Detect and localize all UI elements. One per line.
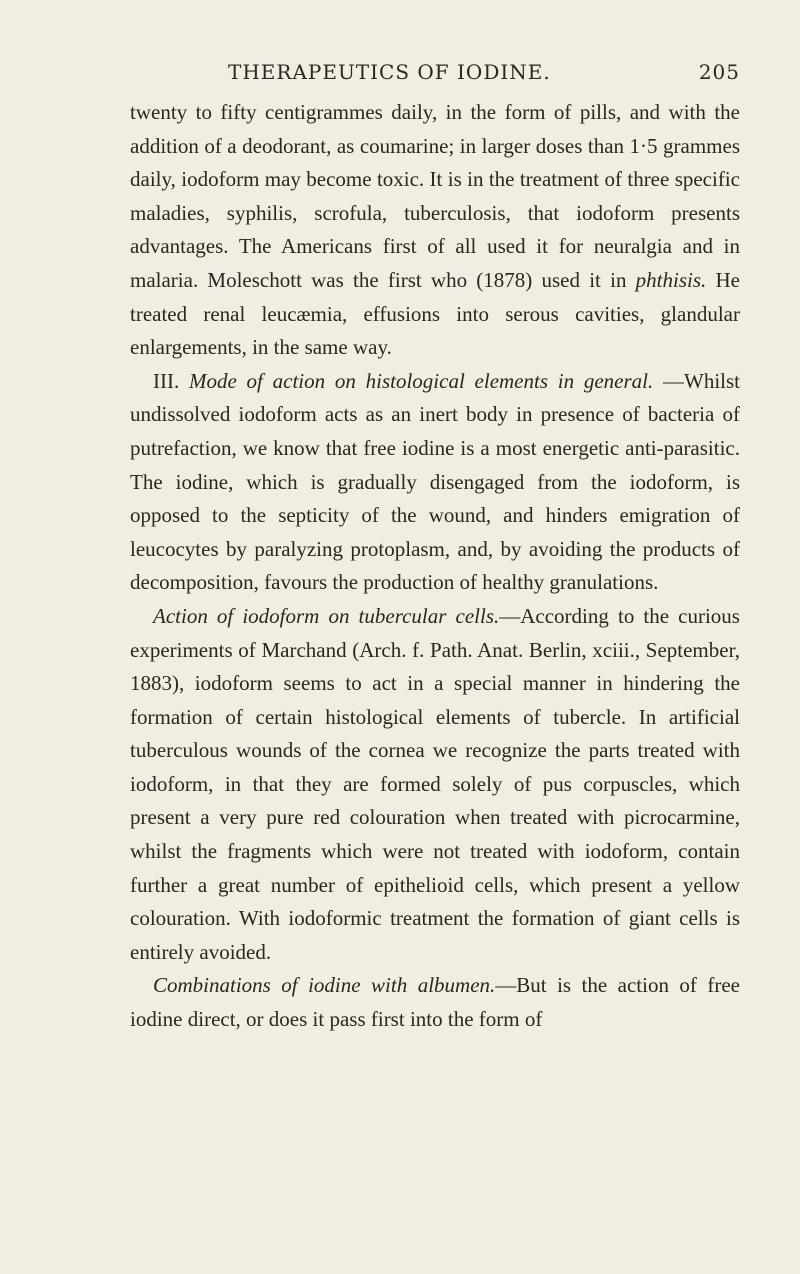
paragraph-1-text: twenty to fifty centigrammes daily, in the form of pills, and with the addition of a deodorant, as coumarine; in larger doses than 1·5 grammes daily, iodoform may become toxic. It is in the treatment of three specific maladies, syphilis, scrofula, tuberculosis, that iodoform presents advantages. The Americans first of all used it for neuralgia and in malaria. Moleschott was the first who (1878) used it in xyxy=(130,100,740,292)
page-number: 205 xyxy=(698,60,740,84)
paragraph-tubercular-cells xyxy=(130,600,740,970)
paragraph-2-lead: III. xyxy=(153,368,189,393)
paragraph-phthisis xyxy=(130,96,740,365)
paragraph-3-heading: Action of iodoform on tubercular cells. xyxy=(153,603,500,628)
paragraph-1-italic: phthisis. xyxy=(635,267,707,292)
paragraph-mode-of-action xyxy=(130,365,740,600)
paragraph-3-text: —According to the curious experiments of Marchand (Arch. f. Path. Anat. Berlin, xciii., September, 1883), iodoform seems to act in a special manner in hindering the formation of certain histological elements of tubercle. In artificial tuberculous wounds of the cornea we recognize the parts treated with iodoform, in that they are formed solely of pus corpuscles, which present a very pure red colouration when treated with picrocarmine, whilst the fragments which were not treated with iodoform, contain further a great number of epithelioid cells, which present a yellow colouration. With iodoformic treatment the formation of giant cells is entirely avoided. xyxy=(130,603,740,964)
running-head xyxy=(130,56,740,96)
paragraph-4-heading: Combinations of iodine with albumen. xyxy=(153,973,496,998)
paragraph-1-text-continued: He treated renal leucæmia, effusions into serous cavities, glandular enlargements, in the same way. xyxy=(130,267,740,360)
paragraph-4-text: —But is the action of free iodine direct, or does it pass first into the form of xyxy=(130,973,741,1032)
paragraph-2-heading: Mode of action on histological elements in general. xyxy=(188,368,654,393)
paragraph-2-text: —Whilst undissolved iodoform acts as an inert body in presence of bacteria of putrefaction, we know that free iodine is a most energetic anti-parasitic. The iodine, which is gradually disengaged from the iodoform, is opposed to the septicity of the wound, and hinders emigration of leucocytes by paralyzing protoplasm, and, by avoiding the products of decomposition, favours the production of healthy granulations. xyxy=(130,368,740,595)
body-text xyxy=(130,96,740,1037)
running-title: THERAPEUTICS OF IODINE. xyxy=(228,60,551,84)
paragraph-albumen xyxy=(130,969,740,1036)
